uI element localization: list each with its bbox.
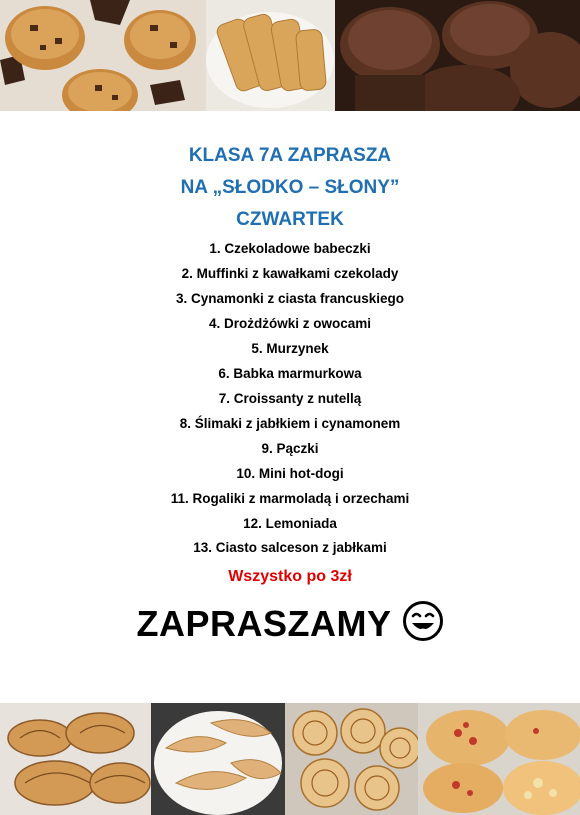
photo-puff-pastry-rolls: [206, 0, 335, 111]
menu-item: 4. Drożdżówki z owocami: [208, 316, 372, 331]
menu-item: 1. Czekoladowe babeczki: [209, 241, 371, 256]
photo-croissants: [151, 703, 285, 815]
heading-class-invites: KLASA 7A ZAPRASZA: [188, 145, 392, 166]
photo-cinnamon-palmiers: [0, 703, 151, 815]
closing-text: ZAPRASZAMY: [136, 603, 392, 644]
menu-item: 2. Muffinki z kawałkami czekolady: [181, 266, 399, 281]
menu-item: 13. Ciasto salceson z jabłkami: [193, 540, 387, 555]
photo-cinnamon-swirls: [285, 703, 418, 815]
photo-chocolate-chip-muffins: [0, 0, 206, 111]
menu-item: 9. Pączki: [261, 441, 319, 456]
photo-chocolate-muffins: [335, 0, 580, 111]
heading-event-name: NA „SŁODKO – SŁONY”: [180, 177, 400, 198]
menu-item: 10. Mini hot-dogi: [236, 466, 344, 481]
menu-item: 5. Murzynek: [251, 341, 329, 356]
menu-item: 6. Babka marmurkowa: [218, 366, 362, 381]
heading-day: CZWARTEK: [236, 209, 344, 230]
menu-item: 8. Ślimaki z jabłkiem i cynamonem: [179, 416, 401, 431]
price-note: Wszystko po 3zł: [228, 568, 352, 585]
menu-item: 3. Cynamonki z ciasta francuskiego: [175, 291, 405, 306]
menu-item: 12. Lemoniada: [243, 516, 337, 531]
photo-fruit-buns: [418, 703, 580, 815]
menu-item: 11. Rogaliki z marmoladą i orzechami: [170, 491, 410, 506]
closing-line: [0, 600, 580, 645]
smiling-face-icon: [402, 600, 444, 642]
menu-item: 7. Croissanty z nutellą: [218, 391, 362, 406]
